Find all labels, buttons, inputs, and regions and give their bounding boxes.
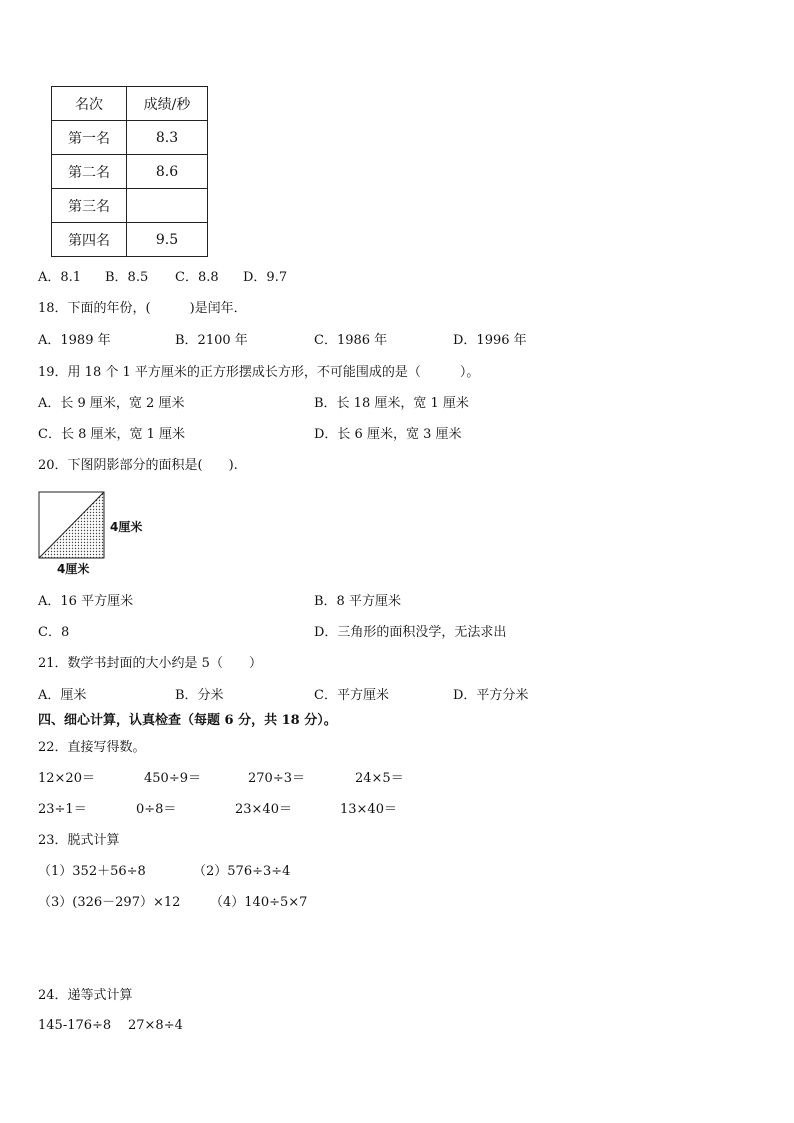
q22-expr: 0÷8＝ [136, 802, 177, 817]
table-cell: 9.5 [127, 223, 208, 257]
section-4-heading: 四、细心计算，认真检查（每题 6 分，共 18 分）。 [38, 713, 337, 728]
table-cell: 第三名 [52, 189, 127, 223]
table-header-row [52, 87, 208, 121]
table-cell: 第一名 [52, 121, 127, 155]
q18-option-d: D．1996 年 [453, 333, 527, 348]
q18-option-b: B．2100 年 [175, 333, 248, 348]
q17-option-b: B．8.5 [105, 270, 149, 285]
table-cell: 8.6 [127, 155, 208, 189]
q20-option-b: B．8 平方厘米 [314, 594, 401, 609]
q19-stem: 19．用 18 个 1 平方厘米的正方形摆成长方形，不可能围成的是（ ）。 [38, 365, 480, 380]
q21-option-a: A．厘米 [38, 688, 87, 703]
q22-expr: 23÷1＝ [38, 802, 87, 817]
q23-item: （2）576÷3÷4 [193, 864, 291, 879]
table-row [52, 189, 208, 223]
table-cell [127, 189, 208, 223]
bottom-length-label: 4厘米 [57, 562, 90, 576]
q22-expr: 13×40＝ [340, 802, 397, 817]
q22-stem: 22．直接写得数。 [38, 740, 146, 755]
q22-expr: 450÷9＝ [144, 771, 201, 786]
q20-option-a: A．16 平方厘米 [38, 594, 134, 609]
q19-option-d: D．长 6 厘米，宽 3 厘米 [314, 427, 462, 442]
q17-option-a: A．8.1 [38, 270, 82, 285]
table-header-cell: 名次 [52, 87, 127, 121]
table-row [52, 155, 208, 189]
q24-item: 27×8÷4 [128, 1018, 183, 1033]
q20-stem: 20．下图阴影部分的面积是( ). [38, 458, 238, 473]
q18-stem: 18．下面的年份，( )是闰年． [38, 301, 247, 316]
q21-option-c: C．平方厘米 [314, 688, 389, 703]
q22-expr: 12×20＝ [38, 771, 95, 786]
q24-item: 145-176÷8 [38, 1018, 112, 1033]
q21-option-b: B．分米 [175, 688, 224, 703]
q22-expr: 24×5＝ [355, 771, 404, 786]
q19-option-b: B．长 18 厘米，宽 1 厘米 [314, 396, 469, 411]
q19-option-c: C．长 8 厘米，宽 1 厘米 [38, 427, 186, 442]
q23-item: （3）(326－297）×12 [38, 895, 181, 910]
table-cell: 8.3 [127, 121, 208, 155]
table-header-cell: 成绩/秒 [127, 87, 208, 121]
q19-option-a: A．长 9 厘米，宽 2 厘米 [38, 396, 185, 411]
q23-item: （1）352＋56÷8 [38, 864, 146, 879]
q22-expr: 23×40＝ [235, 802, 292, 817]
ranking-table [51, 86, 208, 257]
table-cell: 第四名 [52, 223, 127, 257]
table-row [52, 121, 208, 155]
q20-option-c: C．8 [38, 625, 70, 640]
table-row [52, 223, 208, 257]
q20-option-d: D．三角形的面积没学，无法求出 [314, 625, 507, 640]
q21-stem: 21．数学书封面的大小约是 5（ ） [38, 656, 262, 671]
q23-item: （4）140÷5×7 [210, 895, 308, 910]
q22-expr: 270÷3＝ [248, 771, 305, 786]
q23-stem: 23．脱式计算 [38, 833, 120, 848]
q21-option-d: D．平方分米 [453, 688, 529, 703]
table-cell: 第二名 [52, 155, 127, 189]
q17-option-d: D．9.7 [243, 270, 288, 285]
q24-stem: 24．递等式计算 [38, 988, 133, 1003]
shaded-square-figure [38, 490, 168, 580]
q17-option-c: C．8.8 [175, 270, 219, 285]
q18-option-c: C．1986 年 [314, 333, 388, 348]
side-length-label: 4厘米 [110, 520, 143, 534]
q18-option-a: A．1989 年 [38, 333, 111, 348]
